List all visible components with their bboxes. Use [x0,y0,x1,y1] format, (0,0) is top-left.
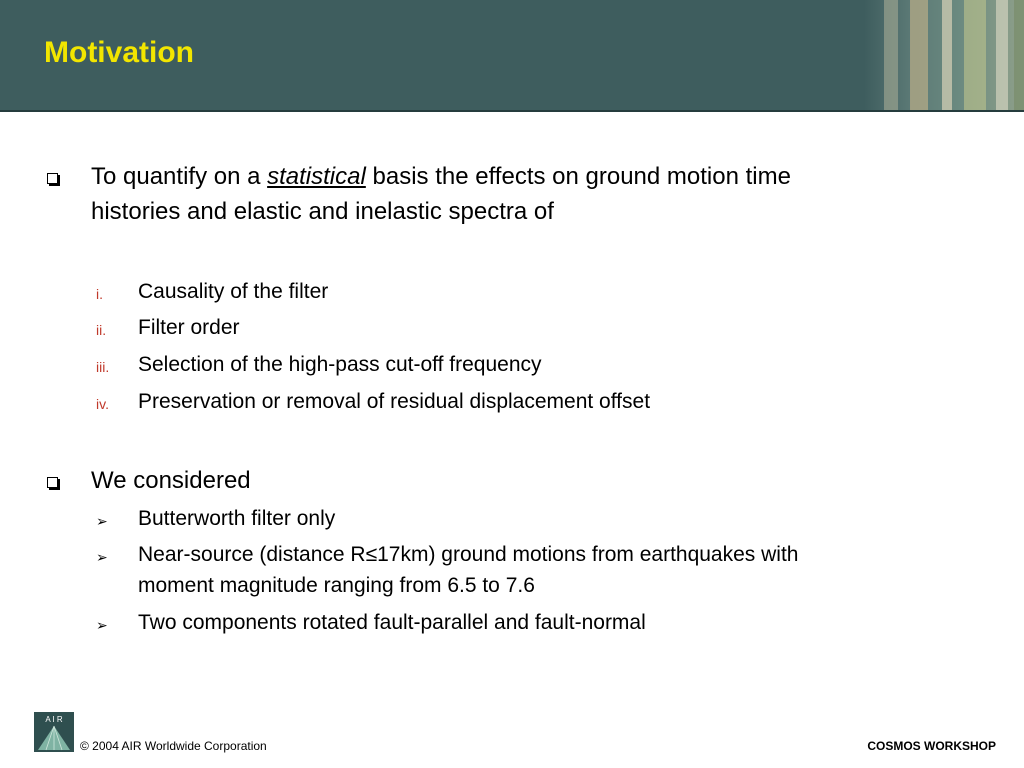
bullet-2-text: We considered [91,467,251,494]
bullet-1-emphasis: statistical [267,163,366,190]
logo-text: A I R [45,715,63,724]
roman-item: Causality of the filter [138,280,329,303]
header-decorative-image [864,0,1024,110]
footer-event: COSMOS WORKSHOP [867,739,996,753]
bullet-1-text-after: basis the effects on ground motion time [365,163,791,190]
roman-marker: iii. [96,359,110,375]
arrow-bullet-icon: ➢ [96,549,108,565]
arrow-bullet-icon: ➢ [96,513,108,529]
roman-item: Selection of the high-pass cut-off frequency [138,353,542,376]
considered-item: Near-source (distance R≤17km) ground motions from earthquakes with [138,543,799,566]
air-logo [34,712,74,752]
footer-copyright: © 2004 AIR Worldwide Corporation [80,739,267,753]
roman-item: Preservation or removal of residual displacement offset [138,390,651,413]
roman-marker: i. [96,286,103,302]
considered-item: Two components rotated fault-parallel and fault-normal [138,611,646,634]
roman-marker: ii. [96,322,107,338]
square-bullet-icon [47,477,58,488]
roman-item: Filter order [138,316,240,339]
roman-marker: iv. [96,396,109,412]
slide-header [0,0,1024,112]
square-bullet-icon [47,173,58,184]
arrow-bullet-icon: ➢ [96,617,108,633]
considered-item-line-2: moment magnitude ranging from 6.5 to 7.6 [138,574,535,597]
considered-item: Butterworth filter only [138,507,336,530]
slide-title: Motivation [44,36,194,69]
bullet-1-text-before: To quantify on a [91,163,268,190]
bullet-1-text [91,160,791,193]
bullet-1-line-2: histories and elastic and inelastic spectra of [91,198,554,225]
